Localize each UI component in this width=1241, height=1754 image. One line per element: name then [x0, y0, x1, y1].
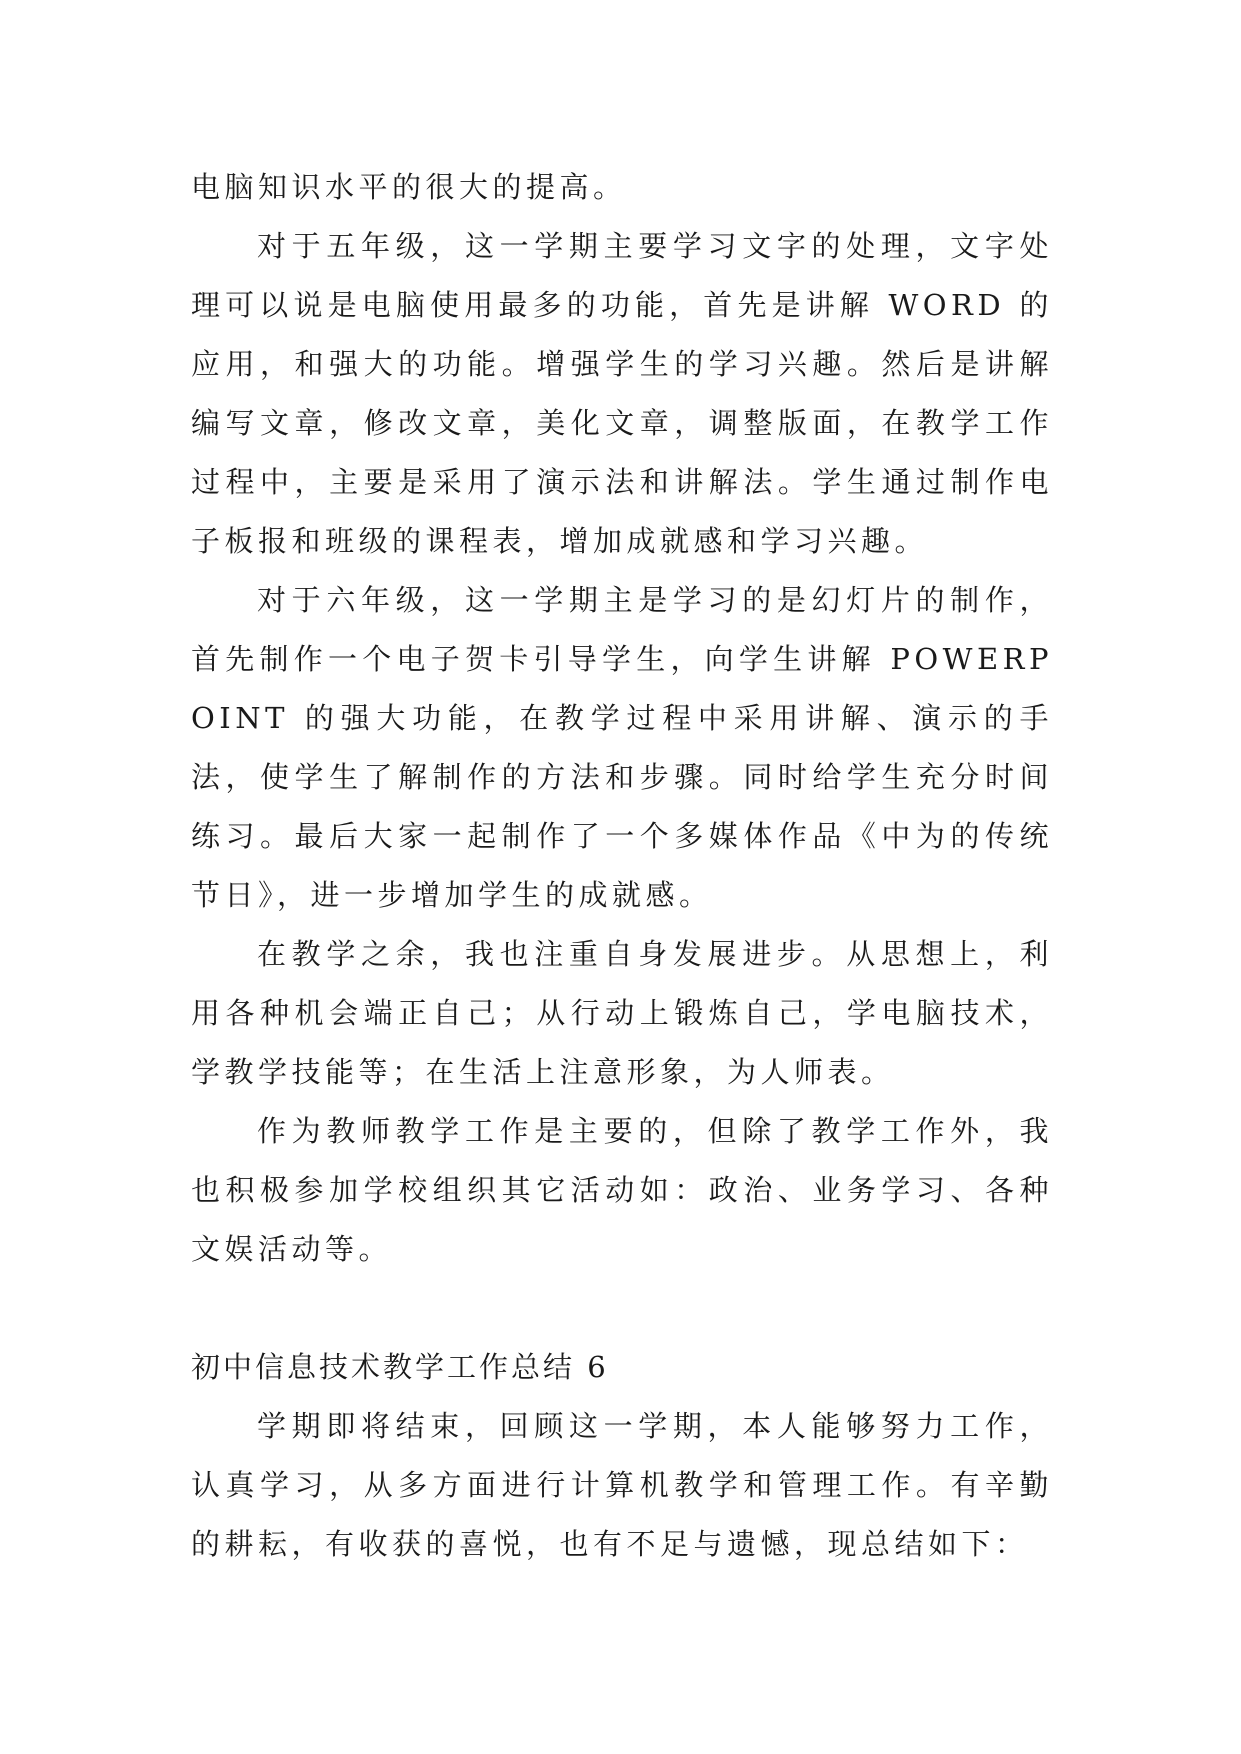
paragraph: 学期即将结束，回顾这一学期，本人能够努力工作，认真学习，从多方面进行计算机教学和管理工作。有辛勤的耕耘，有收获的喜悦，也有不足与遗憾，现总结如下： [191, 1409, 1053, 1561]
section-title: 初中信息技术教学工作总结 6 [191, 1350, 609, 1384]
paragraph: 电脑知识水平的很大的提高。 [191, 170, 627, 204]
paragraph: 对于五年级，这一学期主要学习文字的处理，文字处理可以说是电脑使用最多的功能，首先是讲解 WORD 的应用，和强大的功能。增强学生的学习兴趣。然后是讲解编写文章，修改文章，美化文章，调整版面，在教学工作过程中，主要是采用了演示法和讲解法。学生通过制作电子板报和班级的课程表，增加成就感和学习兴趣。 [191, 229, 1053, 558]
document-body [191, 158, 1053, 1574]
paragraph: 在教学之余，我也注重自身发展进步。从思想上，利用各种机会端正自己；从行动上锻炼自己，学电脑技术，学教学技能等；在生活上注意形象，为人师表。 [191, 937, 1053, 1089]
paragraph: 作为教师教学工作是主要的，但除了教学工作外，我也积极参加学校组织其它活动如：政治、业务学习、各种文娱活动等。 [191, 1114, 1053, 1266]
paragraph: 对于六年级，这一学期主是学习的是幻灯片的制作，首先制作一个电子贺卡引导学生，向学生讲解 POWERPOINT 的强大功能，在教学过程中采用讲解、演示的手法，使学生了解制作的方法和步骤。同时给学生充分时间练习。最后大家一起制作了一个多媒体作品《中为的传统节日》，进一步增加学生的成就感。 [191, 583, 1053, 912]
